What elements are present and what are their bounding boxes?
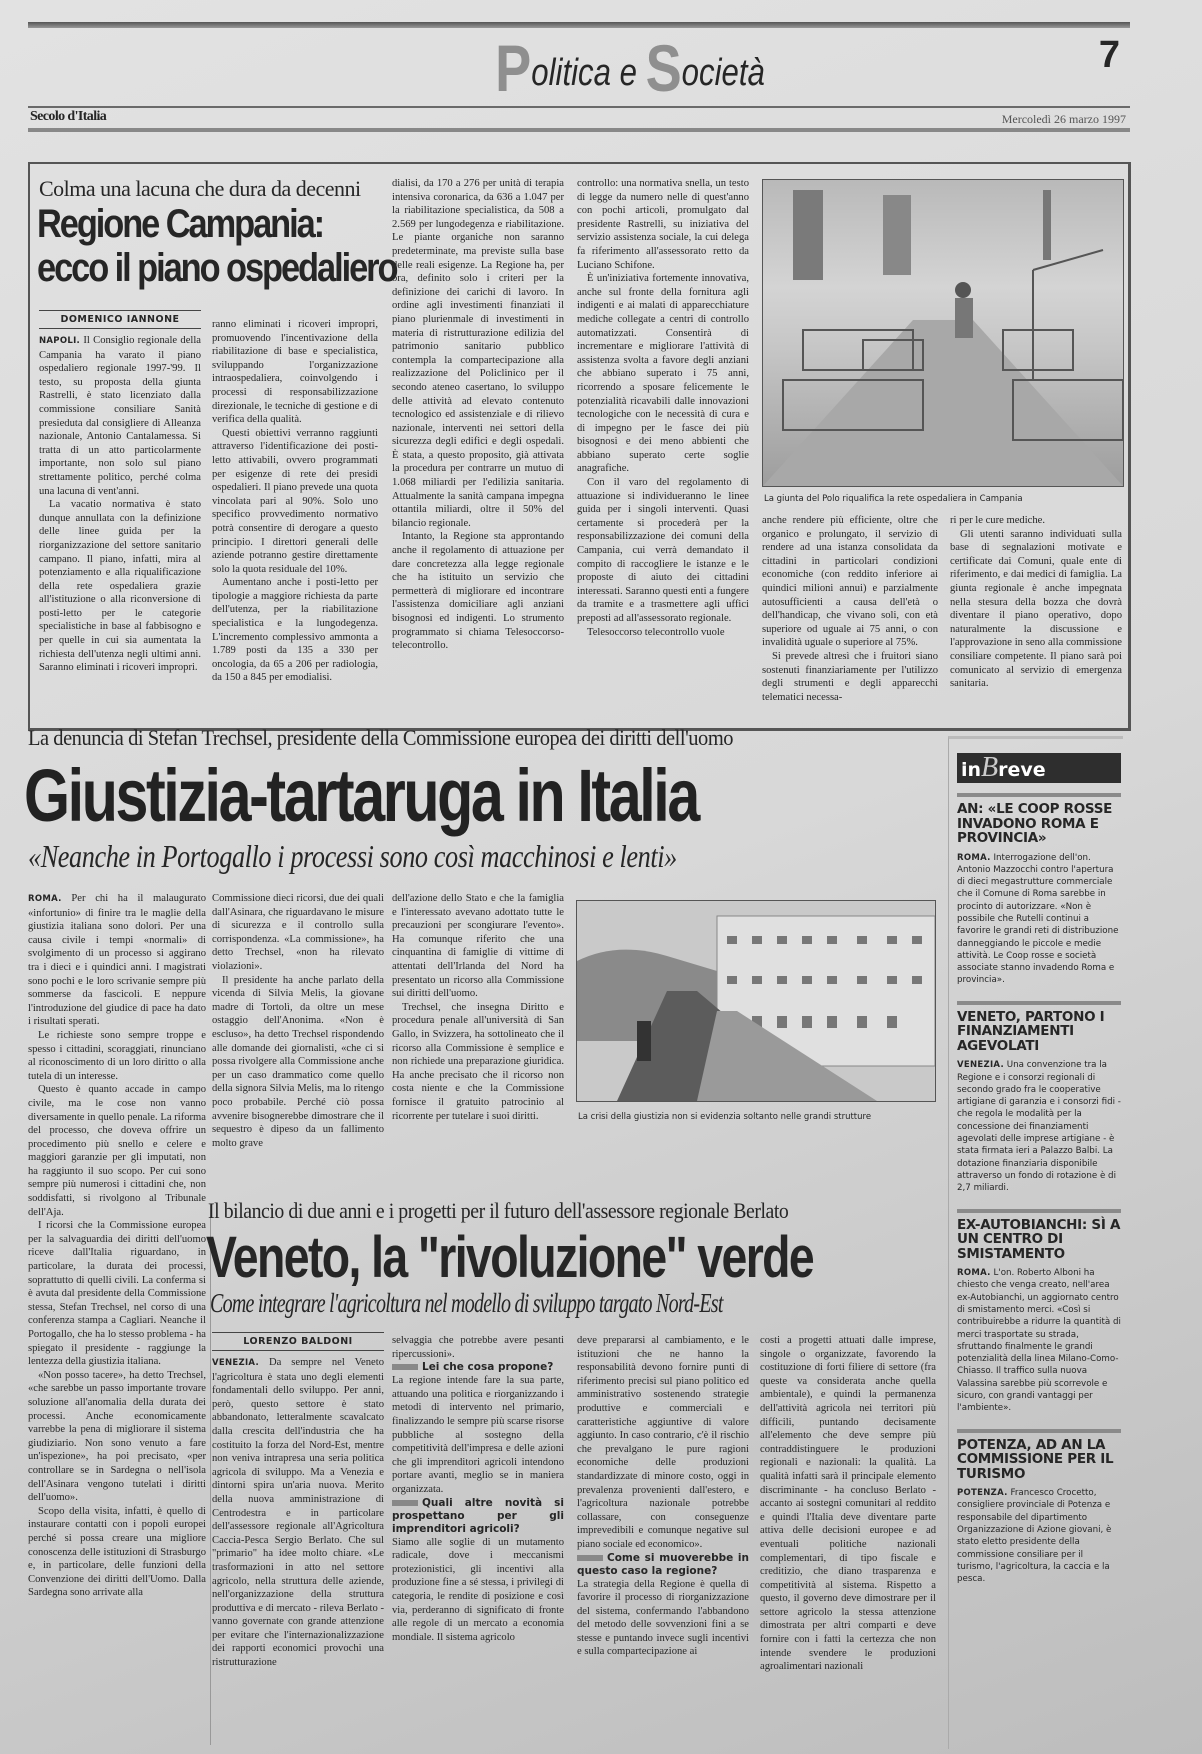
masthead-rule (28, 106, 1130, 108)
masthead: Secolo d'Italia (30, 109, 107, 124)
paragraph: controllo: una normativa snella, un testo di legge da numero nelle di quest'anno con pochi articoli, promulgato dal presidente Rastrelli, su iniziativa del servizio assistenza sociale, la cui delega fa riferimento all'assessorato retto da Luciano Schifone. (577, 178, 749, 271)
paragraph: ROMA. Per chi ha il malaugurato «infortunio» di finire tra le maglie della giustizia italiana sono dolori. Per una causa civile i tempi «normali» di svolgimento di un processo si aggirano tra i dieci e i quindici anni. I magistrati sono pochi e le loro scrivanie sempre più sommerse da fascicoli. E neppure l'introduzione del giudice di pace ha dato i risultati sperati. (28, 893, 206, 1028)
brief-item (957, 1429, 1121, 1586)
section-initial-s: S (645, 31, 682, 105)
article-column: VENEZIA. Da sempre nel Veneto l'agricoltura è stata uno degli elementi fondamentali dello sviluppo. Per anni, però, questo settore è stato abbandonato, letteralmente scavalcato dalla crescita dell'industria che ha costituito la forza del Nord-Est, mentre non veniva intrapresa una seria politica agricola di sviluppo. Ma a Venezia e dintorni spira un'aria nuova. Merito della nuova amministrazione di Centrodestra e in particolare dell'assessore regionale all'Agricoltura Caccia-Pesca Sergio Berlato. Che sul "primario" ha idee molto chiare. «Le trasformazioni in atto nel settore agricolo, nella struttura delle aziende, nell'organizzazione della struttura produttiva e di mercato - rileva Berlato - vanno governate con grande attenzione per evitare che l'internazionalizzazione dei rapporti economici provochi una ristrutturazione (212, 1357, 384, 1669)
article-kicker: Il bilancio di due anni e i progetti per il futuro dell'assessore regionale Berlato (208, 1198, 789, 1223)
dateline: VENEZIA. (957, 1060, 1004, 1071)
brief-title: AN: «LE COOP ROSSE INVADONO ROMA E PROVINCIA» (957, 793, 1121, 846)
section-initial-p: P (495, 31, 532, 105)
dateline: ROMA. (957, 1268, 991, 1279)
article-headline: Giustizia-tartaruga in Italia (24, 754, 698, 837)
paragraph: anche rendere più efficiente, oltre che organico e prolungato, il servizio di rendere ad una istanza consolidata da cittadini in particolari condizioni economiche (con reddito inferiore ai quindici milioni annui) e parzialmente autosufficienti a causa dell'età o dell'handicap, che vivano soli, con età superiore od uguale ai 75 anni, o con invalidità uguale o superiore al 75%. (762, 515, 938, 649)
article-subtitle: Come integrare l'agricoltura nel modello di sviluppo targato Nord-Est (210, 1288, 723, 1318)
paragraph: Aumentano anche i posti-letto per tipologie a maggiore richiesta da parte dell'utenza, per la riabilitazione specialistica e la lungodegenza. L'incremento complessivo ammonta a 1.789 posti da 135 a 330 per oncologia, da 65 a 206 per radiologia, da 150 a 845 per emodialisi. (212, 577, 378, 684)
article-column (212, 892, 384, 1182)
question-marker (392, 1364, 418, 1370)
brief-item (957, 793, 1121, 987)
section-title: Politica e Società (495, 31, 765, 105)
paragraph: «Non posso tacere», ha detto Trechsel, «che sarebbe un passo importante trovare soluzione all'anomalia della durata dei processi. Anche economicamente varrebbe la pena di migliorare il sistema giudiziario. Non sono venuto a fare un'ispezione», ha poi precisato, «per controllare se in Sardegna o nell'isola dell'Asinara vengono tutelati i diritti dell'uomo». (28, 1369, 206, 1504)
brief-title: VENETO, PARTONO I FINANZIAMENTI AGEVOLATI (957, 1001, 1121, 1054)
paragraph: Con il varo del regolamento di attuazione si individueranno le linee guida per i singoli interventi. Quasi certamente si procederà per la responsabilizzazione dei comuni della Campania, cui verrà demandato il compito di raccogliere le istanze e le proposte di aiuto dei cittadini interessati. Saranno questi enti a fungere da tramite e a trasmettere agli uffici preposti ad all'assessorato regionale. (577, 477, 749, 624)
page-number: 7 (1098, 34, 1120, 76)
dateline: POTENZA. (957, 1488, 1008, 1499)
dateline: VENEZIA. (212, 1358, 259, 1368)
paragraph: Telesoccorso telecontrollo vuole (587, 626, 725, 638)
interview-question: Come si muoverebbe in questo caso la regione? (577, 1551, 749, 1577)
hospital-ward-image (763, 180, 1123, 486)
photo-caption: La giunta del Polo riqualifica la rete ospedaliera in Campania (764, 494, 1023, 504)
paragraph: Le richieste sono sempre troppe e spesso i cittadini, scoraggiati, rinunciano al riconoscimento di un loro diritto o alla tutela di un interesse. (28, 1029, 206, 1082)
paragraph: I ricorsi che la Commissione europea per la salvaguardia dei diritti dell'uomo riceve dall'Italia riguardano, in particolare, la durata dei processi, soprattutto di quelli civili. La conferma si è avuta dal presidente della Commissione stessa, Stefan Trechsel, nel corso di una conferenza stampa a Cagliari. Neanche il Portogallo, che ha lo stesso problema - ha spiegato il presidente - raggiunge la lentezza della giustizia italiana. (28, 1220, 206, 1368)
masthead-bottom-rule (28, 128, 1130, 132)
paragraph: È un'iniziativa fortemente innovativa, anche sul fronte della fornitura agli indigenti e ai malati di apparecchiature mediche collegate a centri di controllo automatizzati. Consentirà di incrementare e migliorare l'attività di assistenza svolta a favore degli anziani che abbiano superato i 75 anni, ricorrendo a sposare felicemente le potenzialità ricavabili dalle innovazioni tecnologiche con le necessità di cura e di impegno per le fasce dei più bisognosi e dei meno abbienti che abbiano superato certe soglie anagrafiche. (577, 273, 749, 475)
article-column (392, 177, 564, 706)
brief-body: POTENZA. Francesco Crocetto, consigliere provinciale di Potenza e responsabile del dipartimento Organizzazione di Azione giovani, è stato eletto presidente della commissione consiliare per il turismo, l'agricoltura, la caccia e la pesca. (957, 1488, 1112, 1585)
question-marker (392, 1500, 418, 1506)
paragraph: ranno eliminati i ricoveri impropri, promuovendo l'incentivazione della riabilitazione di base e specialistica, sviluppando l'organizzazione intraospedaliera, coinvolgendo i processi di responsabilizzazione direzionale, le tecniche di gestione e di verifica della qualità. (212, 319, 378, 426)
brief-body: ROMA. Interrogazione dell'on. Antonio Mazzocchi contro l'apertura di dieci megastrutture commerciale che il Comune di Roma sarebbe in procinto di autorizzare. «Non è possibile che Rutelli continui a favorire le grandi reti di distribuzione danneggiando le piccole e medie attività. Le Coop rosse e società associate stanno invadendo Roma e provincia». (957, 852, 1119, 986)
brief-body: ROMA. L'on. Roberto Alboni ha chiesto che venga creato, nell'area ex-Autobianchi, un aggiornato centro di smistamento merci. «Così si contribuirebbe a ridurre la quantità di merci trasportate su strada, sfruttando finalmente le grandi potenzialità della linea Milano-Como-Chiasso. Il traffico sulla nuova Valassina sarebbe più scorrevole e sicuro, con grandi vantaggi per l'ambiente». (957, 1268, 1121, 1414)
article-subtitle: «Neanche in Portogallo i processi sono così macchinosi e lenti» (28, 838, 677, 874)
top-rule (28, 22, 1130, 28)
paragraph: Trechsel, che insegna Diritto e procedura penale all'università di San Gallo, in Svizzera, ha sottolineato che il ricorso alla Commissione è semplice e non richiede una preparazione giuridica. Ha anche precisato che il ricorso non costa niente e che la Commissione fornisce il gratuito patrocinio al ricorrente per tutelare i suoi diritti. (392, 1001, 564, 1122)
paragraph: Scopo della visita, infatti, è quello di instaurare contatti con i popoli europei perché si possa creare una migliore conoscenza delle istituzioni di Strasburgo e, in particolare, delle funzioni della Convenzione dei diritti dell'Uomo. Dalla Sardegna sono arrivate alla (28, 1505, 206, 1599)
paragraph: Gli utenti saranno individuati sulla base di segnalazioni motivate e certificate dai Comuni, quale ente di riferimento, e dai medici di famiglia. La giunta regionale è anche impegnata nella stesura della bozza che dovrà diventare il piano operativo, dopo naturalmente la discussione e l'approvazione in seno alla commissione consiliare competente. Il piano sarà poi comunicato al servizio di emergenza sanitaria. (950, 528, 1122, 690)
paragraph: Questo è quanto accade in campo civile, ma le cose non vanno diversamente in quello penale. La riforma del processo, che doveva offrire un procedimento più snello e celere e maggiori garanzie per gli imputati, non ha raggiunto il suo scopo. Per cui sono sempre più numerosi i cittadini che, non soddisfatti, si rivolgono al Tribunale dell'Aja. (28, 1084, 206, 1218)
in-breve-sidebar (948, 736, 1123, 1749)
building-photo (576, 900, 936, 1102)
paragraph: Intanto, la Regione sta approntando anche il regolamento di attuazione per dare concretezza alla legge regionale che ha istituito un servizio che permetterà di migliorare ed incontrare l'assistenza domiciliare agli anziani bisognosi ed indigenti. Lo strumento programmato si chiama Telesoccorso-telecontrollo. (392, 531, 564, 652)
paragraph: Si prevede altresì che i fruitori siano sostenuti finanziariamente per l'utilizzo degli strumenti e degli apparecchi telematici necessa- (762, 650, 938, 703)
paragraph: dialisi, da 170 a 276 per unità di terapia intensiva coronarica, da 636 a 1.047 per la riabilitazione specialistica, da 508 a 2.569 per lungodegenza e riabilitazione. Le piante organiche non saranno predeterminate, ma previste sulla base delle reali esigenze. La Regione ha, per ora, definito solo i criteri per la definizione dei carichi di lavoro. In ordine agli investimenti finanziati il piano plurienmale di investimenti in materia di ristrutturazione edilizia del patrimonio sanitario pubblico contempla la compartecipazione alla realizzazione del Policlinico per il secondo ateneo casertano, lo sviluppo delle attività ad elevato contenuto tecnologico ed assistenziale e di rilievo nazionale, interventi nei settori della sicurezza degli edifici e degli ospedali. È stata, a questo proposito, già attivata la procedura per contrarre un mutuo di 1.068 miliardi per l'edilizia sanitaria. Attualmente la sanità campana impegna ottantila miliardi, oltre il 50% del bilancio regionale. (392, 178, 564, 529)
paragraph: dell'azione dello Stato e che la famiglia e l'interessato avevano adottato tutte le precauzioni per scongiurare l'evento». Ha comunque riferito che una cinquantina di famiglie di vittime di attentati dell'Irlanda del Nord ha presentato un ricorso alla Commissione sui diritti dell'uomo. (392, 893, 564, 1000)
article-kicker: La denuncia di Stefan Trechsel, presidente della Commissione europea dei diritti dell'uomo (28, 725, 734, 750)
byline: DOMENICO IANNONE (39, 310, 201, 329)
brief-title: POTENZA, AD AN LA COMMISSIONE PER IL TURISMO (957, 1429, 1121, 1482)
byline: LORENZO BALDONI (212, 1332, 384, 1351)
paragraph: NAPOLI. Il Consiglio regionale della Campania ha varato il piano ospedaliero regionale 1997-'99. Il testo, su proposta della giunta Rastrelli, è stato licenziato dalla commissione consiliare Sanità presieduta dal consigliere di Alleanza nazionale, Antonio Cantalamessa. Si tratta di un atto particolarmente importante, non solo sul piano strettamente politico, perché colma una lacuna di vent'anni. (39, 335, 201, 497)
building-image (577, 901, 935, 1101)
article-column: deve prepararsi al cambiamento, e le istituzioni che ne hanno la responsabilità devono fornire punti di riferimento precisi sul piano politico ed amministrativo sostenendo strategie produttive e commerciali e caratteristiche aggiuntive di valore aggiunto. In caso contrario, c'è il rischio che prevalgano le pure ragioni economiche delle produzioni standardizzate di minore costo, oggi in prevalenza provenienti dall'estero, e l'agricoltura nazionale potrebbe collassare, con conseguenze imprevedibili e comunque negative sul piano sociale ed economico». Come si muoverebbe in questo caso la regione? La strategia della Regione è quella di favorire il processo di riorganizzazione del sistema, confermando l'abbandono del metodo delle sovvenzioni fini a se stesse e puntando invece sugli incentivi e sulla compartecipazione ai (577, 1335, 749, 1658)
article-column (950, 514, 1122, 706)
dateline: ROMA. (957, 852, 991, 863)
brief-item (957, 1209, 1121, 1415)
article-column (392, 892, 564, 1182)
dateline: NAPOLI. (39, 336, 81, 346)
paragraph: Il presidente ha anche parlato della vicenda di Silvia Melis, la giovane madre di Tortolì, da oltre un mese ostaggio dell'Anonima. «Non è escluso», ha detto Trechsel rispondendo alle domande dei giornalisti, «che ci si possa rivolgere alla Commissione anche per un caso drammatico come quello della signora Silvia Melis, ma lo ritengo poco probabile. Perché ciò possa avvenire bisognerebbe dimostrare che il sequestro è dipeso da un fallimento molto grave (212, 974, 384, 1149)
paragraph: La vacatio normativa è stato dunque annullata con la definizione delle linee guida per la riorganizzazione del settore sanitario campano. Il piano, infatti, mira al potenziamento e alla riqualificazione della rete ospedaliera grazie all'istituzione o alla riconversione di posti-letto per le categorie specialistiche in base al fabbisogno e per quelle in cui sia aumentata la richiesta dell'utenza negli ultimi anni. Saranno eliminati i ricoveri impropri. (39, 499, 201, 674)
question-marker (577, 1555, 603, 1561)
article-column (762, 514, 938, 706)
article-headline: Regione Campania: ecco il piano ospedaliero (37, 202, 397, 290)
paragraph: Commissione dieci ricorsi, due dei quali dall'Asinara, che riguardavano le misure di sicurezza e il controllo sulla corrispondenza. «La commissione», ha detto Trechsel, «non ha rilevato violazioni». (212, 893, 384, 972)
brief-item (957, 1001, 1121, 1195)
hospital-ward-photo (762, 179, 1124, 487)
brief-body: VENEZIA. Una convenzione tra la Regione e i consorzi regionali di secondo grado fra le cooperative artigiane di garanzia e i consorzi fidi - che regola le modalità per la concessione dei finanziamenti agevolati delle imprese artigiane - è stata firmata ieri a Palazzo Balbi. La dotazione finanziaria disponibile attraverso un fondo di rotazione è di 2,7 miliardi. (957, 1060, 1121, 1194)
article-column (212, 318, 378, 706)
in-breve-logo: inBreve (957, 753, 1121, 783)
brief-title: EX-AUTOBIANCHI: SÌ A UN CENTRO DI SMISTAMENTO (957, 1209, 1121, 1262)
article-column (577, 177, 749, 706)
paragraph: ri per le cure mediche. (950, 515, 1045, 526)
article-kicker: Colma una lacuna che dura da decenni (39, 176, 361, 201)
article-column (39, 334, 201, 706)
interview-question: Lei che cosa propone? (392, 1361, 564, 1374)
article-headline: Veneto, la "rivoluzione" verde (206, 1225, 814, 1290)
paragraph: Questi obiettivi verranno raggiunti attraverso l'identificazione dei posti-letto attivabili, ovvero programmati per esigenze di rete dei presidi ospedalieri. Il piano prevede una quota vincolata pari al 90%. Solo uno specifico provvedimento normativo potrà consentire di derogare a questo principio. I direttori generali delle aziende potranno gestire direttamente solo la quota residuale del 10%. (212, 427, 378, 575)
dateline: ROMA. (28, 894, 62, 904)
article-column (28, 892, 206, 1744)
article-column: costi a progetti attuati dalle imprese, singole o organizzate, favorendo la costituzione di forti filiere di settore (fra queste va considerata anche quella ambientale), e quindi la permanenza dell'attività agricola nei territori più difficili, puntando decisamente all'elemento che deve sempre più contraddistinguere le produzioni regionali e nazionali: la qualità. La qualità infatti sarà il principale elemento discriminante - ha concluso Berlato - accanto ai sostegni comunitari al reddito e quindi l'Italia deve diventare parte attiva delle decisioni europee e ad eventuali politiche nazionali complementari, di tipo fiscale e creditizio, che diano trasparenza e competitività al sistema. Rispetto a questo, il governo deve dimostrare per il settore agricolo la stessa attenzione dimostrata per altri comparti e deve fornire con i fatti la certezza che non intende svendere le produzioni agroalimentari nazionali (760, 1335, 936, 1673)
photo-caption: La crisi della giustizia non si evidenzia soltanto nelle grandi strutture (578, 1112, 872, 1122)
interview-question: Quali altre novità si prospettano per gli imprenditori agricoli? (392, 1496, 564, 1535)
issue-date: Mercoledì 26 marzo 1997 (1001, 112, 1126, 126)
article-column: selvaggia che potrebbe avere pesanti ripercussioni». Lei che cosa propone? La regione intende fare la sua parte, attuando una politica e riorganizzando i metodi di intervento nel primario, finalizzando le sempre più scarse risorse pubbliche al sostegno della competitività dell'impresa e delle azioni che gli imprenditori agricoli intendono portare avanti, meglio se in maniera organizzata. Quali altre novità si prospettano per gli imprenditori agricoli? Siamo alle soglie di un mutamento radicale, dove i meccanismi protezionistici, gli incentivi alla produzione fine a sé stessa, i privilegi di categoria, le rendite di posizione e così via, perderanno di significato di fronte alle regole di un mercato a economia mondiale. Il sistema agricolo (392, 1335, 564, 1643)
